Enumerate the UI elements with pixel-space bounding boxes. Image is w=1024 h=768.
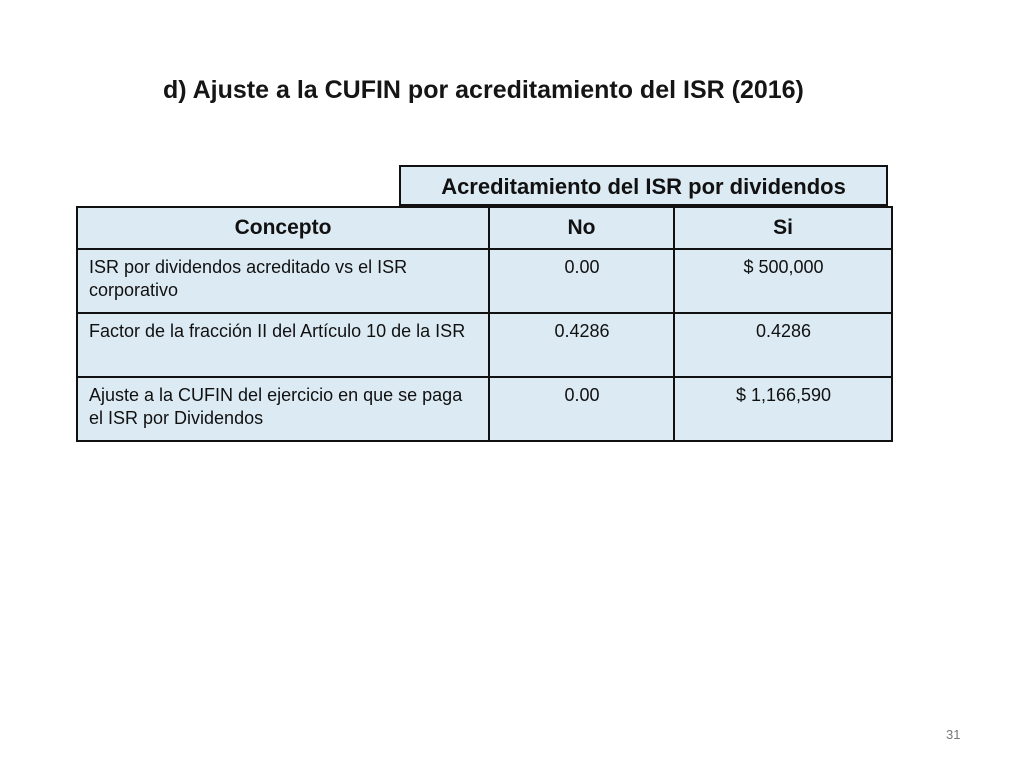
si-value-cell: 0.4286 xyxy=(674,313,892,377)
table-row xyxy=(77,313,892,377)
concepto-cell: Factor de la fracción II del Artículo 10 de la ISR xyxy=(77,313,489,377)
table-row xyxy=(77,377,892,441)
slide-title: d) Ajuste a la CUFIN por acreditamiento del ISR (2016) xyxy=(163,76,804,104)
header-concepto: Concepto xyxy=(77,207,489,249)
header-no: No xyxy=(489,207,674,249)
page-number: 31 xyxy=(946,727,961,742)
no-value-cell: 0.00 xyxy=(489,249,674,313)
table-header-row xyxy=(77,207,892,249)
acreditamiento-table xyxy=(76,206,893,442)
concepto-cell: Ajuste a la CUFIN del ejercicio en que se paga el ISR por Dividendos xyxy=(77,377,489,441)
table-row xyxy=(77,249,892,313)
si-value-cell: $ 500,000 xyxy=(674,249,892,313)
table-caption: Acreditamiento del ISR por dividendos xyxy=(399,165,888,206)
concepto-cell: ISR por dividendos acreditado vs el ISR corporativo xyxy=(77,249,489,313)
no-value-cell: 0.00 xyxy=(489,377,674,441)
si-value-cell: $ 1,166,590 xyxy=(674,377,892,441)
no-value-cell: 0.4286 xyxy=(489,313,674,377)
cufin-table-section xyxy=(76,165,891,442)
header-si: Si xyxy=(674,207,892,249)
